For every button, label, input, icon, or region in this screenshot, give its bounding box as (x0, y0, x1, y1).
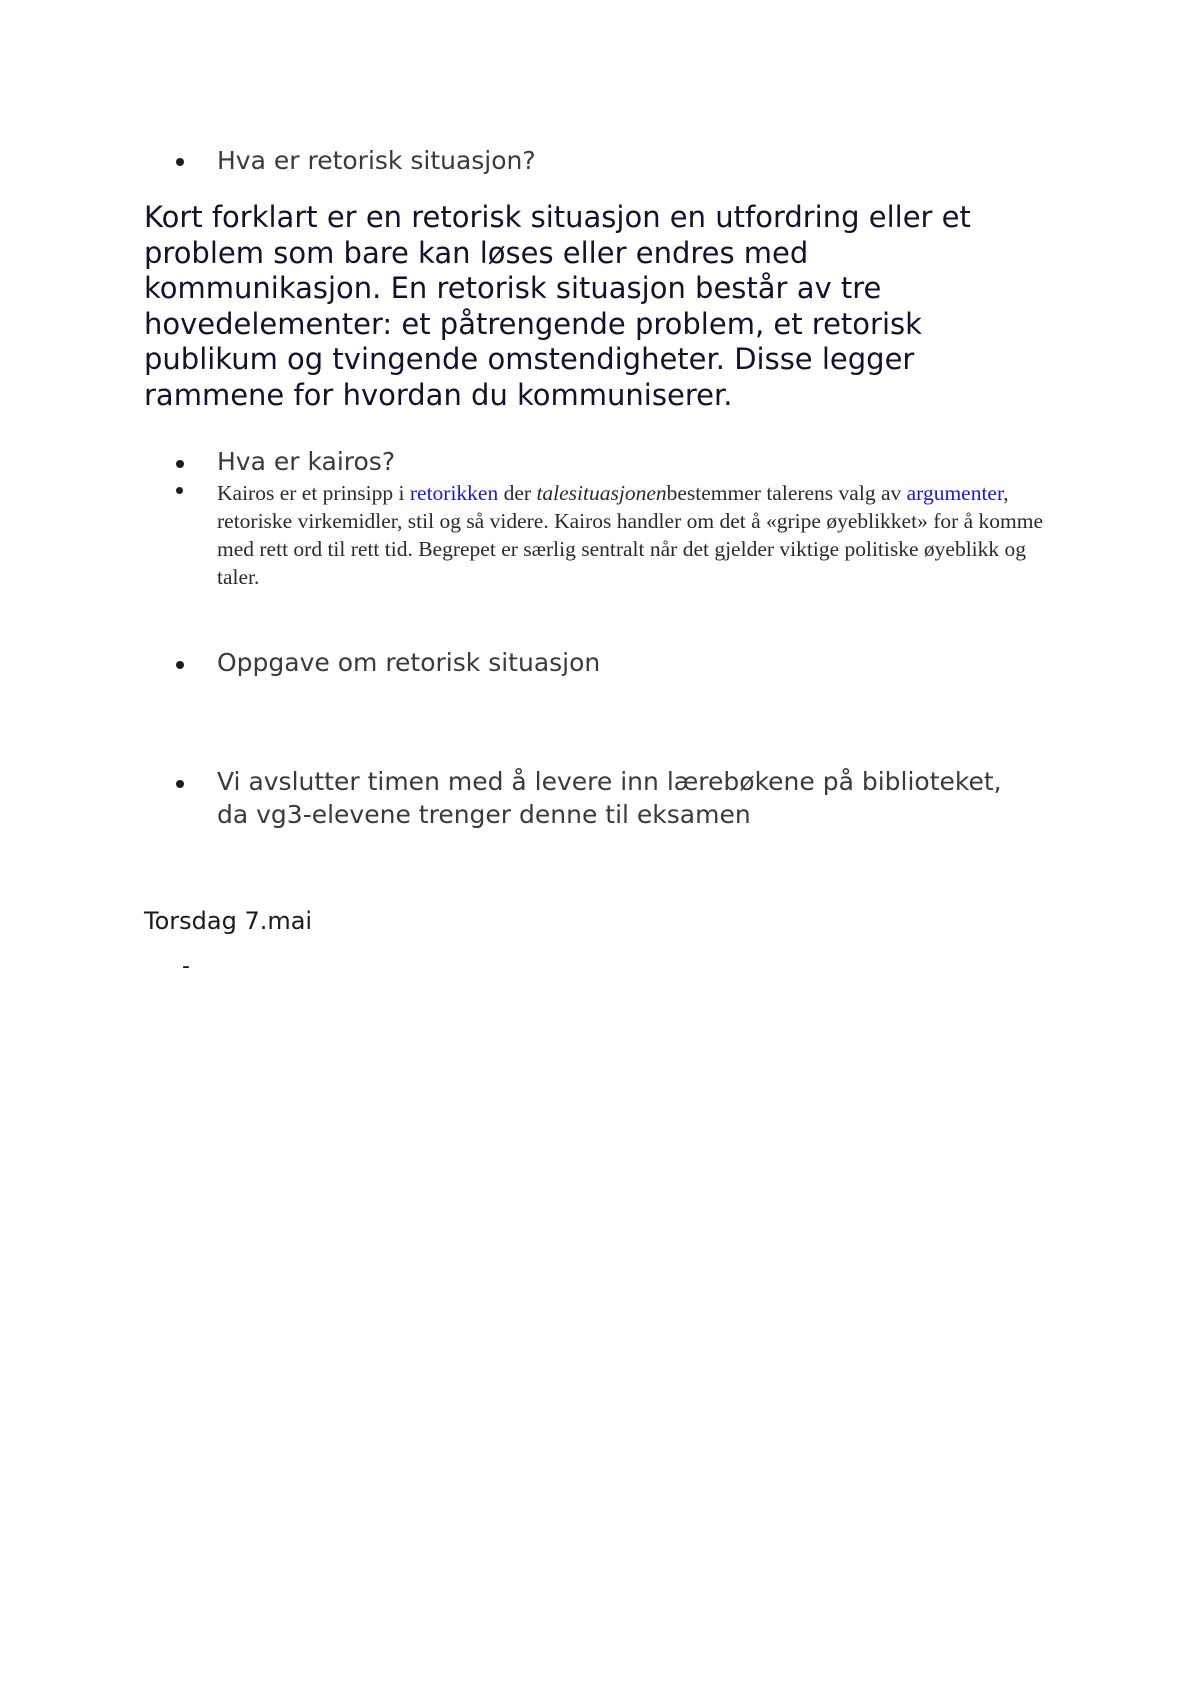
kairos-text: bestemmer talerens valg av (666, 481, 907, 505)
link-argumenter[interactable]: argumenter (906, 481, 1004, 505)
bullet-icon (176, 780, 184, 788)
date-heading: Torsdag 7.mai (144, 907, 313, 935)
kairos-italic-text: talesituasjonen (536, 481, 667, 505)
list-item (176, 479, 1067, 591)
list-item-text: Hva er kairos? (217, 447, 396, 476)
list-item (176, 445, 395, 478)
list-item (176, 646, 600, 679)
paragraph-retorisk-situasjon: Kort forklart er en retorisk situasjon en utfordring eller et problem som bare kan løses eller endres med kommunikasjon. En retorisk situasjon består av tre hovedelementer: et påtrengende problem, et retorisk publikum og tvingende omstendigheter. Disse legger rammene for hvordan du kommuniserer. (144, 200, 971, 412)
link-retorikken[interactable]: retorikken (409, 481, 499, 505)
bullet-icon (176, 158, 184, 166)
bullet-icon (176, 661, 184, 669)
kairos-text: , retoriske virkemidler, stil og så videre. Kairos handler om det å «gripe øyeblikket» for å komme med rett ord til rett tid. Begrepet er særlig sentralt når det gjelder viktige politiske øyeblikk og taler. (217, 481, 1044, 589)
list-item-text: Vi avslutter timen med å levere inn lærebøkene på biblioteket, da vg3-elevene trenger denne til eksamen (217, 767, 1002, 829)
kairos-text: der (498, 481, 537, 505)
kairos-text: Kairos er et prinsipp i (217, 481, 410, 505)
list-item-text: Hva er retorisk situasjon? (217, 146, 536, 175)
list-item (176, 765, 1037, 831)
bullet-icon (176, 487, 183, 494)
kairos-definition (217, 479, 1067, 591)
bullet-icon (176, 460, 184, 468)
list-item-text: Oppgave om retorisk situasjon (217, 648, 601, 677)
dash-list-item: - (182, 954, 190, 979)
list-item (176, 144, 536, 177)
